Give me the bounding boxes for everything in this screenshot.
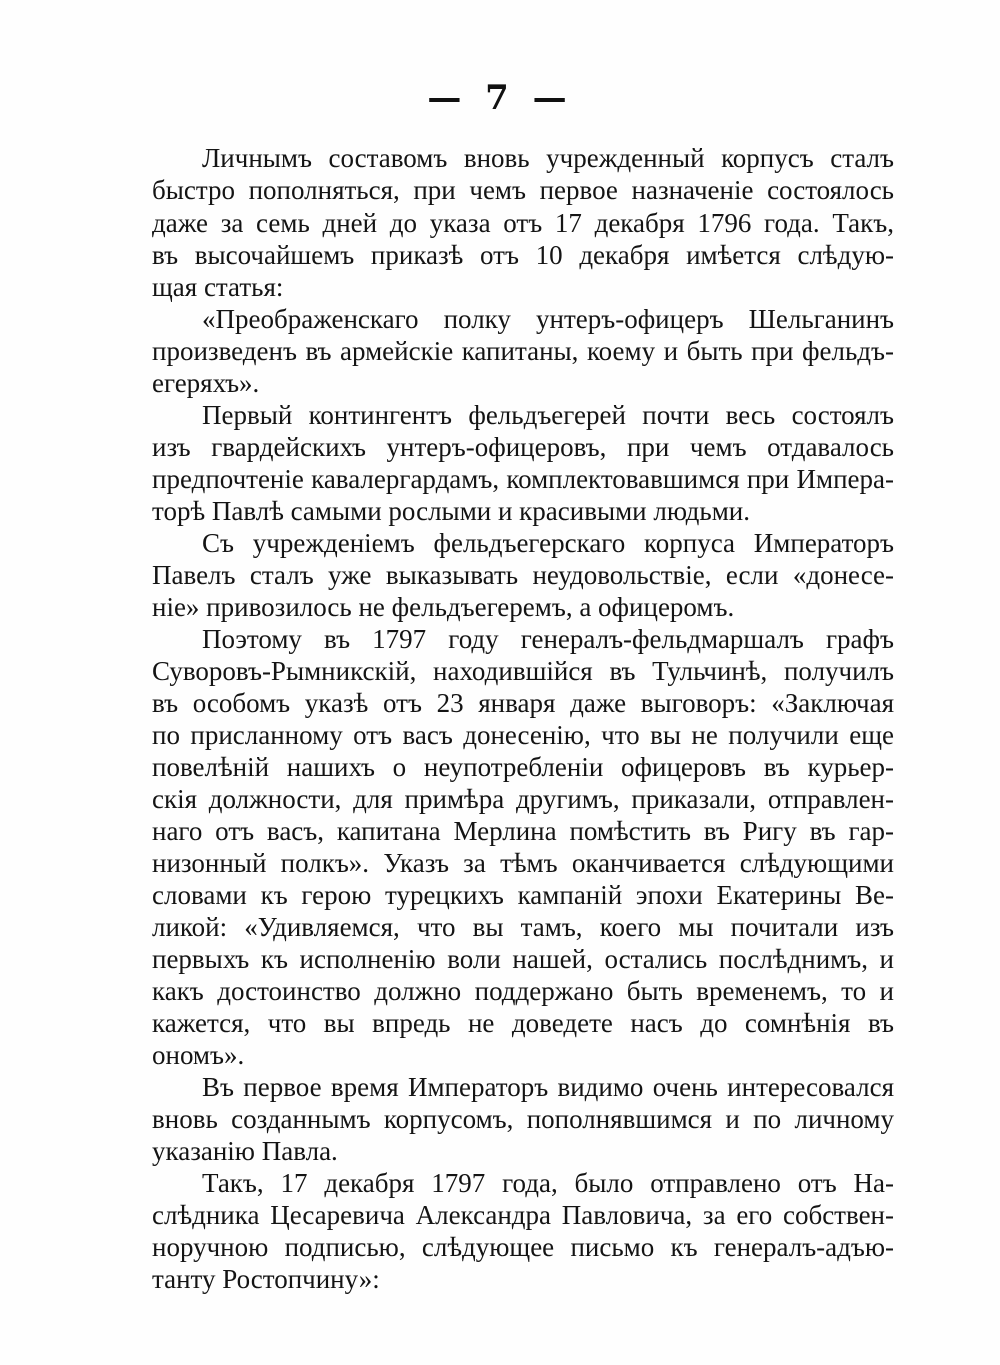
text-line: произведенъ въ армейскiе капитаны, коему и быть при фельдъ- [152, 336, 894, 366]
text-line: ономъ». [152, 1040, 245, 1070]
text-line: Первый контингентъ фельдъегерей почти весь состоялъ [202, 400, 894, 430]
text-line: въ особомъ указѣ отъ 23 января даже выговоръ: «Заключая [152, 688, 894, 718]
text-line: кажется, что вы впредь не доведете насъ до сомнѣнiя въ [152, 1008, 894, 1038]
text-line: указанiю Павла. [152, 1136, 338, 1166]
text-line: Съ учрежденiемъ фельдъегерскаго корпуса Императоръ [202, 528, 894, 558]
text-line: слѣдника Цесаревича Александра Павловича, за его собствен- [152, 1200, 894, 1230]
text-line: быстро пополняться, при чемъ первое назначенiе состоялось [152, 175, 894, 205]
text-line: повелѣнiй нашихъ о неупотребленiи офицеровъ въ курьер- [152, 752, 894, 782]
text-line: Суворовъ-Рымникскiй, находившiйся въ Тульчинѣ, получилъ [152, 656, 894, 686]
text-line: словами къ герою турецкихъ кампанiй эпохи Екатерины Ве- [152, 880, 894, 910]
text-line: изъ гвардейскихъ унтеръ-офицеровъ, при чемъ отдавалось [152, 432, 894, 462]
text-line: скiя должности, для примѣра другимъ, приказали, отправлен- [152, 784, 894, 814]
text-line: норучною подписью, слѣдующее письмо къ генералъ-адъю- [152, 1232, 894, 1262]
text-line: «Преображенскаго полку унтеръ-офицеръ Шельганинъ [202, 304, 894, 334]
text-line: Поэтому въ 1797 году генералъ-фельдмаршалъ графъ [202, 624, 894, 654]
text-line: танту Ростопчину»: [152, 1264, 380, 1294]
text-line: Личнымъ составомъ вновь учрежденный корпусъ сталъ [202, 143, 894, 173]
text-line: щая статья: [152, 272, 284, 302]
text-line: по присланному отъ васъ донесенiю, что вы не получили еще [152, 720, 894, 750]
text-line: нiе» привозилось не фельдъегеремъ, а офицеромъ. [152, 592, 735, 622]
text-line: Павелъ сталъ уже выказывать неудовольствiе, если «донесе- [152, 560, 894, 590]
text-line: наго отъ васъ, капитана Мерлина помѣстить въ Ригу въ гар- [152, 816, 894, 846]
text-line: даже за семь дней до указа отъ 17 декабря 1796 года. Такъ, [152, 208, 894, 238]
text-line: предпочтенiе кавалергардамъ, комплектовавшимся при Импера- [152, 464, 894, 494]
text-line: Въ первое время Императоръ видимо очень интересовался [202, 1072, 894, 1102]
text-line: ликой: «Удивляемся, что вы тамъ, коего мы почитали изъ [152, 912, 894, 942]
text-line: егеряхъ». [152, 368, 260, 398]
text-line: Такъ, 17 декабря 1797 года, было отправлено отъ На- [202, 1168, 894, 1198]
text-line: вновь созданнымъ корпусомъ, пополнявшимся и по личному [152, 1104, 894, 1134]
page-number: — 7 — [427, 78, 573, 118]
text-line: первыхъ къ исполненiю воли нашей, остались послѣднимъ, и [152, 944, 894, 974]
text-line: какъ достоинство должно поддержано быть временемъ, то и [152, 976, 894, 1006]
text-line: въ высочайшемъ приказѣ отъ 10 декабря имѣется слѣдую- [152, 240, 894, 270]
text-line: низонный полкъ». Указъ за тѣмъ оканчивается слѣдующими [152, 848, 894, 878]
text-line: торѣ Павлѣ самыми рослыми и красивыми людьми. [152, 496, 750, 526]
